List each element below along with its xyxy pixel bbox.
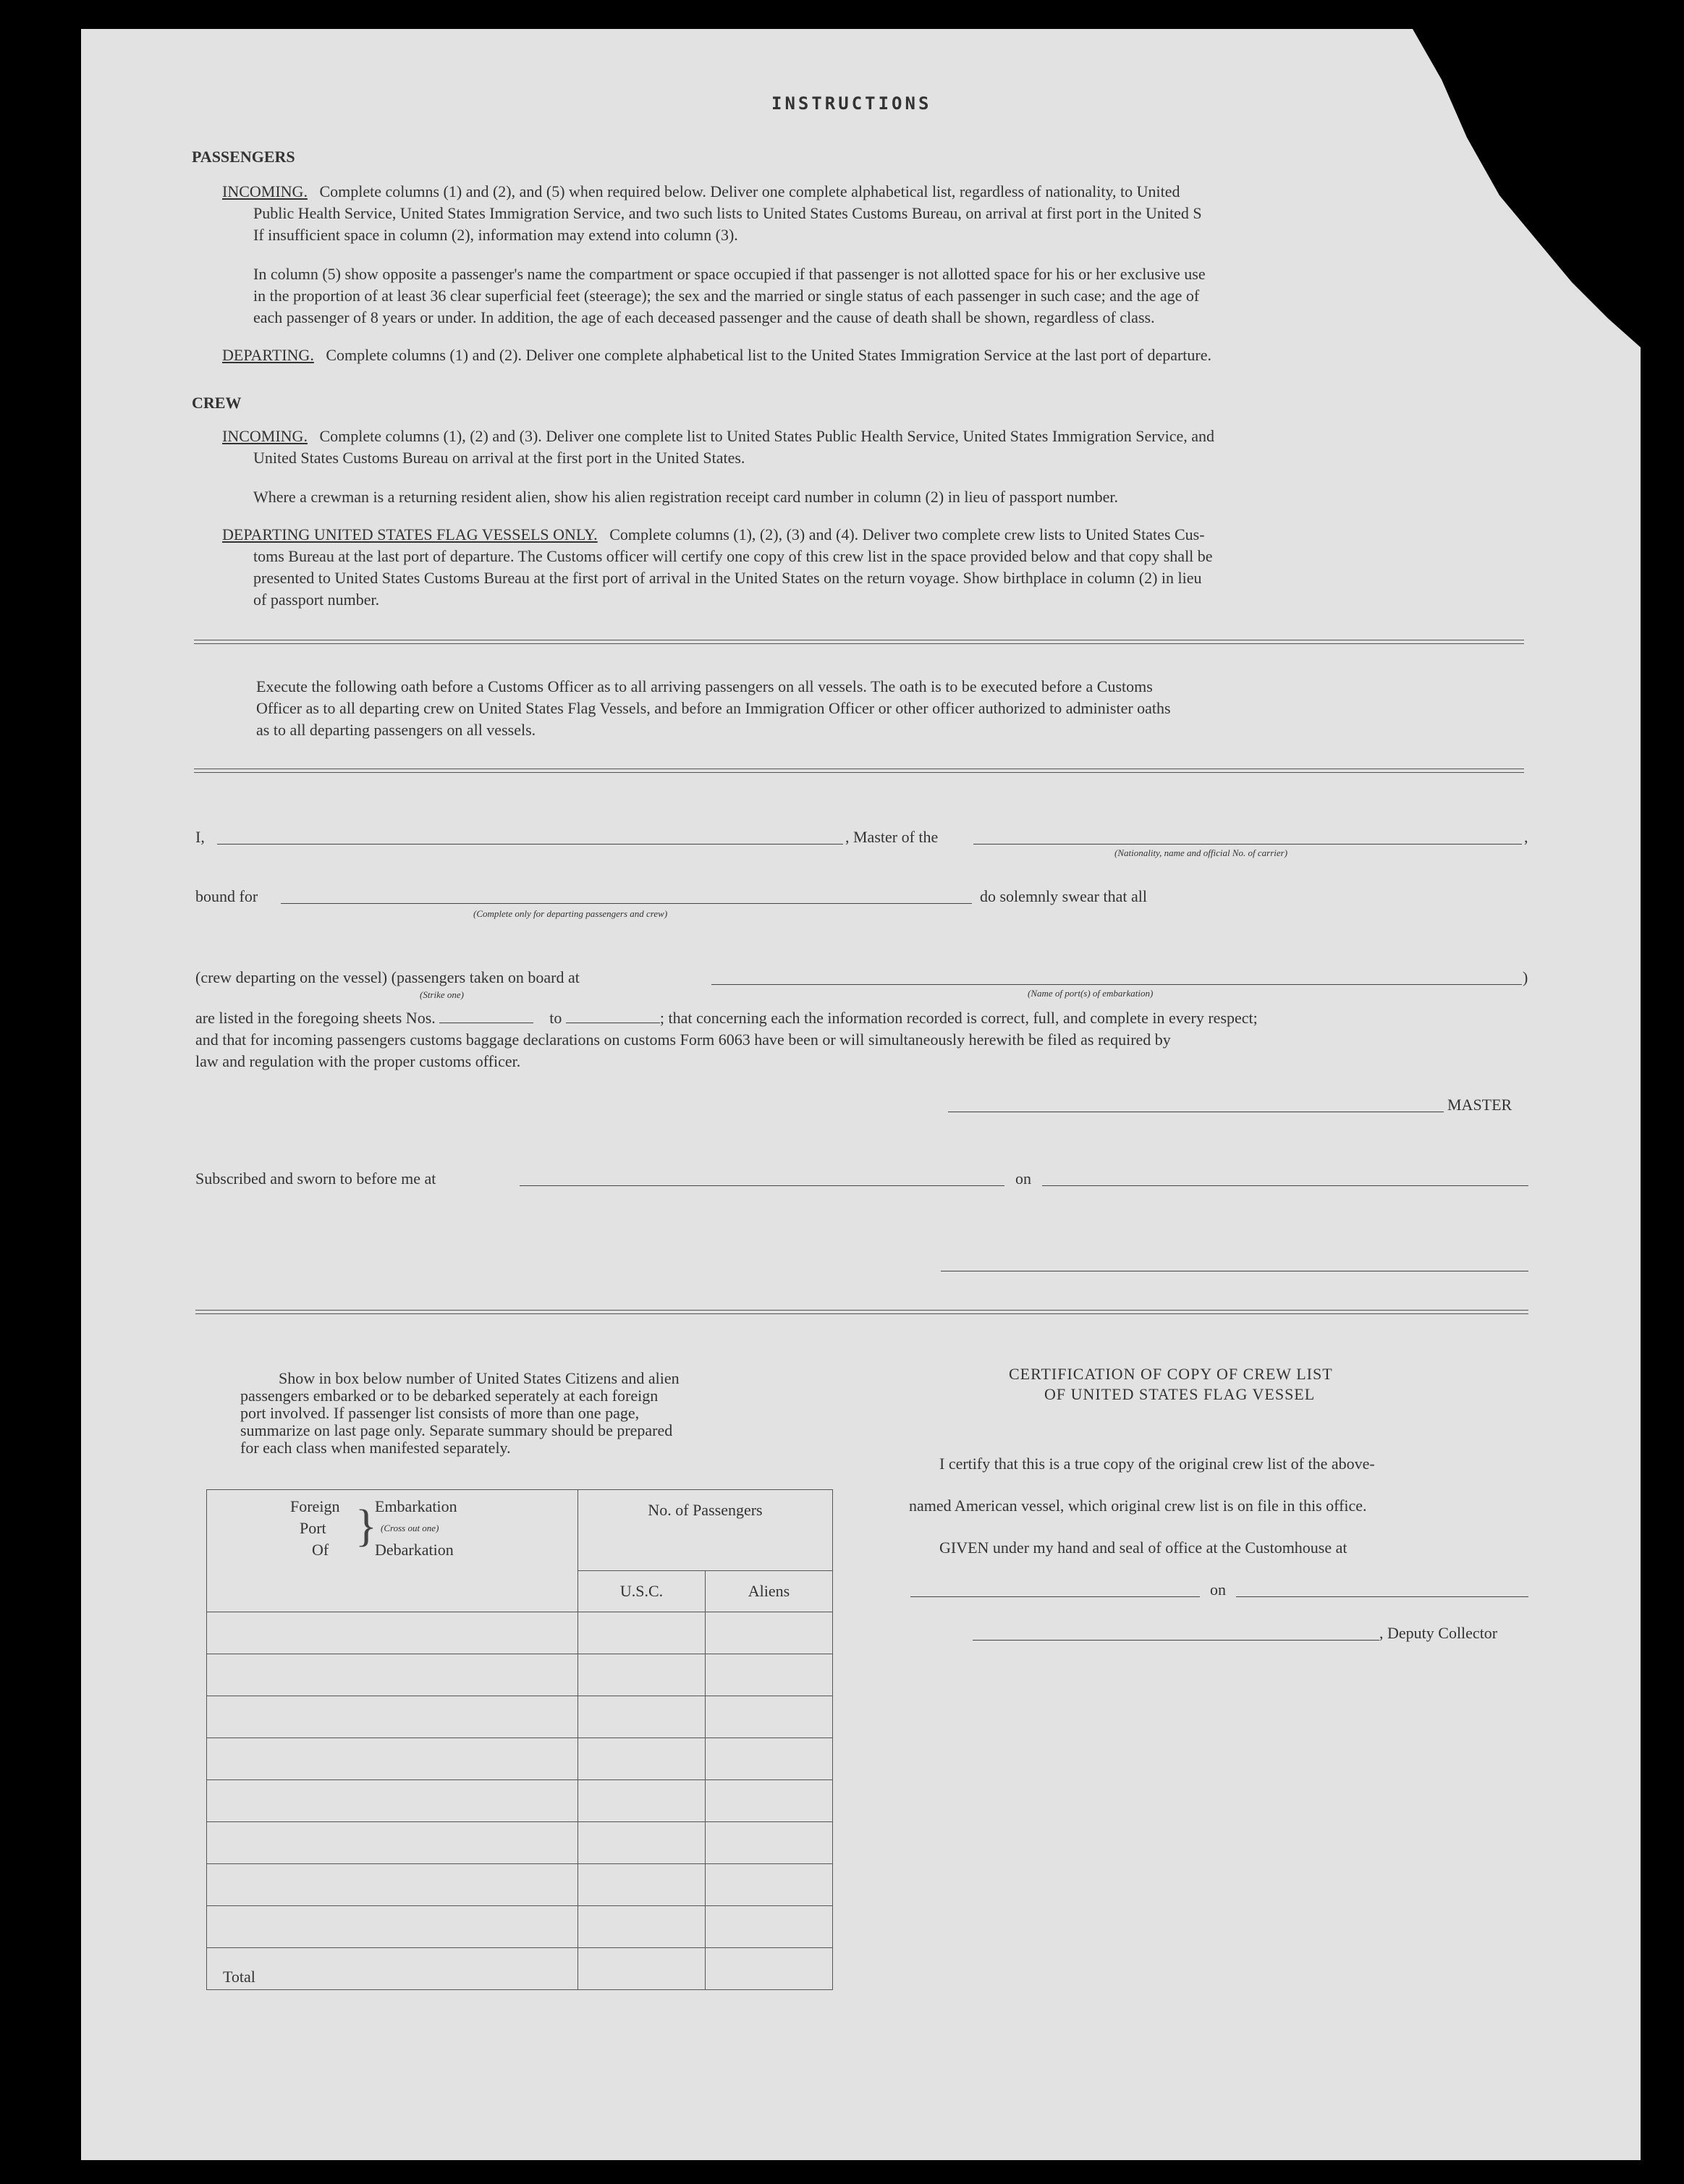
passengers-heading: PASSENGERS	[192, 148, 295, 166]
master-name-field[interactable]	[217, 844, 843, 845]
crew-incoming-line2: United States Customs Bureau on arrival at the first port in the United States.	[253, 449, 745, 467]
crew-departing-line4: of passport number.	[253, 591, 380, 609]
subscribed-label: Subscribed and sworn to before me at	[195, 1169, 436, 1188]
sheet-to-field[interactable]	[566, 1010, 660, 1023]
certification-line3: GIVEN under my hand and seal of office at the Customhouse at	[939, 1538, 1347, 1557]
aliens-header: Aliens	[706, 1571, 833, 1612]
debarkation-label: Debarkation	[375, 1541, 454, 1559]
section-divider	[194, 640, 1524, 644]
strike-one-caption: (Strike one)	[420, 989, 465, 1000]
table-row	[207, 1906, 833, 1948]
ports-caption: (Name of port(s) of embarkation)	[1028, 988, 1154, 999]
master-of-label: , Master of the	[845, 828, 939, 846]
complete-only-caption: (Complete only for departing passengers and crew)	[473, 908, 668, 919]
cross-out-caption: (Cross out one)	[381, 1523, 439, 1533]
master-label: MASTER	[1447, 1096, 1512, 1114]
table-row	[207, 1780, 833, 1822]
foreign-label: Foreign	[290, 1497, 340, 1515]
sheet-from-field[interactable]	[439, 1010, 533, 1023]
table-row	[207, 1612, 833, 1654]
certification-date-field[interactable]	[1236, 1596, 1528, 1597]
solemnly-swear-text: do solemnly swear that all	[980, 887, 1147, 905]
crew-departing-line1: DEPARTING UNITED STATES FLAG VESSELS ONLY. Complete columns (1), (2), (3) and (4). Deliver two complete crew lists to United States Cus-	[222, 525, 1205, 543]
crew-departing-line2: toms Bureau at the last port of departure. The Customs officer will certify one copy of this crew list in the space provided below and that copy shall be	[253, 547, 1213, 565]
oath-instructions-line3: as to all departing passengers on all vessels.	[256, 721, 536, 739]
customhouse-field[interactable]	[910, 1596, 1200, 1597]
passengers-col5-line3: each passenger of 8 years or under. In addition, the age of each deceased passenger and the cause of death shall be shown, regardless of class.	[253, 308, 1155, 326]
listed-sheets-line: are listed in the foregoing sheets Nos. to ; that concerning each the information recorded is correct, full, and complete in every respect;	[195, 1009, 1258, 1027]
oath-i-label: I,	[195, 828, 205, 846]
passengers-col5-line2: in the proportion of at least 36 clear superficial feet (steerage); the sex and the married or single status of each passenger in such case; and the age of	[253, 287, 1200, 305]
certification-on-label: on	[1210, 1580, 1226, 1599]
oath-instructions-line2: Officer as to all departing crew on United States Flag Vessels, and before an Immigration Officer or other officer authorized to administer oaths	[256, 699, 1171, 717]
vessel-field-comma: ,	[1524, 828, 1528, 846]
crew-resident-text: Where a crewman is a returning resident alien, show his alien registration receipt card number in column (2) in lieu of passport number.	[253, 488, 1118, 506]
passenger-summary-table	[206, 1489, 833, 1990]
usc-header: U.S.C.	[578, 1571, 706, 1612]
no-passengers-header: No. of Passengers	[578, 1490, 833, 1571]
bound-for-label: bound for	[195, 887, 258, 905]
certification-heading2: OF UNITED STATES FLAG VESSEL	[1044, 1385, 1316, 1403]
sworn-on-label: on	[1015, 1169, 1031, 1188]
table-row	[207, 1738, 833, 1780]
crew-departing-line3: presented to United States Customs Bureau at the first port of arrival in the United States on the return voyage. Show birthplace in column (2) in lieu	[253, 569, 1202, 587]
crew-heading: CREW	[192, 394, 242, 412]
section-divider	[194, 769, 1524, 773]
passengers-departing: DEPARTING. Complete columns (1) and (2). Deliver one complete alphabetical list to the United States Immigration Service at the last port of departure.	[222, 346, 1212, 364]
port-header-cell	[207, 1490, 578, 1612]
summary-line2: passengers embarked or to be debarked seperately at each foreign	[240, 1387, 659, 1405]
nationality-caption: (Nationality, name and official No. of carrier)	[1114, 847, 1288, 858]
port-label: Port	[300, 1519, 326, 1537]
certification-heading1: CERTIFICATION OF COPY OF CREW LIST	[1009, 1365, 1333, 1383]
passengers-incoming-line2: Public Health Service, United States Immigration Service, and two such lists to United States Customs Bureau, on arrival at first port in the United S	[253, 204, 1202, 222]
of-label: Of	[312, 1541, 329, 1559]
sworn-place-field[interactable]	[520, 1185, 1004, 1186]
certification-line2: named American vessel, which original crew list is on file in this office.	[909, 1497, 1367, 1515]
oath-line3: law and regulation with the proper customs officer.	[195, 1052, 521, 1070]
table-row	[207, 1696, 833, 1738]
brace-icon: }	[355, 1502, 377, 1551]
deputy-collector-label: , Deputy Collector	[1379, 1624, 1498, 1642]
total-label-cell: Total	[207, 1948, 578, 1990]
embarkation-label: Embarkation	[375, 1497, 457, 1515]
deputy-collector-signature-field[interactable]	[973, 1640, 1379, 1641]
certification-line1: I certify that this is a true copy of the original crew list of the above-	[939, 1455, 1375, 1473]
close-paren: )	[1523, 968, 1528, 986]
passengers-departing-label: DEPARTING.	[222, 346, 314, 364]
passengers-incoming-line3: If insufficient space in column (2), information may extend into column (3).	[253, 226, 738, 244]
sworn-date-field[interactable]	[1042, 1185, 1528, 1186]
table-row	[207, 1864, 833, 1906]
passengers-incoming-label: INCOMING.	[222, 182, 308, 200]
section-divider	[195, 1310, 1528, 1314]
page-title: INSTRUCTIONS	[771, 93, 932, 114]
table-row	[207, 1654, 833, 1696]
summary-line1: Show in box below number of United States Citizens and alien	[279, 1369, 680, 1387]
oath-line2: and that for incoming passengers customs baggage declarations on customs Form 6063 have been or will simultaneously herewith be filed as required by	[195, 1030, 1171, 1049]
crew-incoming-label: INCOMING.	[222, 427, 308, 445]
summary-line3: port involved. If passenger list consists of more than one page,	[240, 1404, 640, 1422]
summary-line4: summarize on last page only. Separate summary should be prepared	[240, 1421, 673, 1439]
crew-incoming-line1: INCOMING. Complete columns (1), (2) and (3). Deliver one complete list to United States Public Health Service, United States Immigration Service, and	[222, 427, 1215, 445]
summary-line5: for each class when manifested separately.	[240, 1439, 511, 1457]
crew-departing-text: (crew departing on the vessel) (passengers taken on board at	[195, 968, 580, 986]
passengers-incoming-line1: INCOMING. Complete columns (1) and (2), and (5) when required below. Deliver one complete alphabetical list, regardless of nationality, to United	[222, 182, 1180, 200]
table-row-total	[207, 1948, 833, 1990]
passengers-col5-line1: In column (5) show opposite a passenger's name the compartment or space occupied if that passenger is not allotted space for his or her exclusive use	[253, 265, 1206, 283]
table-row	[207, 1822, 833, 1864]
crew-departing-label: DEPARTING UNITED STATES FLAG VESSELS ONLY.	[222, 525, 598, 543]
oath-instructions-line1: Execute the following oath before a Customs Officer as to all arriving passengers on all vessels. The oath is to be executed before a Customs	[256, 677, 1153, 695]
